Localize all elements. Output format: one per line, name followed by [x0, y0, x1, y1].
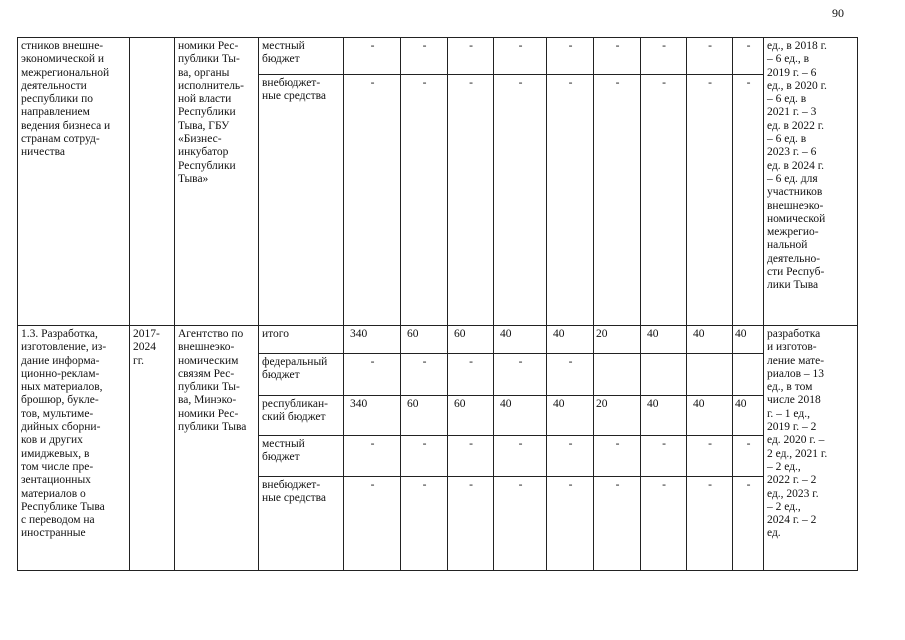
value-cell: - [401, 436, 448, 477]
value-cell: - [494, 38, 547, 75]
value-cell: 60 [448, 326, 494, 354]
source-cell: итого [259, 326, 344, 354]
value-cell: - [687, 38, 733, 75]
value-cell: 20 [594, 326, 641, 354]
value-cell: 40 [687, 326, 733, 354]
value-cell: - [448, 38, 494, 75]
value-cell: 340 [344, 326, 401, 354]
value-cell: - [344, 354, 401, 396]
value-cell: - [344, 477, 401, 571]
value-cell: - [494, 477, 547, 571]
value-cell: - [641, 38, 687, 75]
value-cell: 40 [641, 326, 687, 354]
value-cell: 60 [401, 326, 448, 354]
value-cell: - [401, 38, 448, 75]
value-cell: - [594, 436, 641, 477]
value-cell: 40 [733, 326, 764, 354]
value-cell: - [547, 436, 594, 477]
program-table [17, 37, 858, 571]
value-cell: - [594, 38, 641, 75]
value-cell: 40 [687, 396, 733, 436]
page-number: 90 [832, 6, 844, 20]
source-cell: федеральный бюджет [259, 354, 344, 396]
value-cell: 40 [547, 396, 594, 436]
value-cell: - [401, 75, 448, 326]
value-cell: 60 [401, 396, 448, 436]
value-cell: - [733, 38, 764, 75]
table-row [18, 38, 858, 75]
result-cell: ед., в 2018 г. – 6 ед., в 2019 г. – 6 ед., в 2020 г. – 6 ед. в 2021 г. – 3 ед. в 2022 г. – 6 ед. в 2023 г. – 6 ед. в 2024 г. – 6 ед. для участников внешнеэко- номической межрегио- нальной деятельно- сти Респуб- лики Тыва [764, 38, 858, 326]
value-cell: 60 [448, 396, 494, 436]
value-cell: 40 [494, 326, 547, 354]
value-cell: - [547, 75, 594, 326]
executor-cell: Агентство по внешнеэко- номическим связям Рес- публики Ты- ва, Минэко- номики Рес- публики Тыва [175, 326, 259, 571]
period-cell [130, 38, 175, 326]
period-cell: 2017- 2024 гг. [130, 326, 175, 571]
value-cell [733, 354, 764, 396]
value-cell: - [494, 75, 547, 326]
value-cell: - [344, 436, 401, 477]
value-cell: - [448, 354, 494, 396]
value-cell: 40 [733, 396, 764, 436]
value-cell: - [733, 477, 764, 571]
value-cell: 340 [344, 396, 401, 436]
value-cell: - [448, 436, 494, 477]
table-row [18, 326, 858, 354]
value-cell: - [687, 436, 733, 477]
result-cell: разработка и изготов- ление мате- риалов – 13 ед., в том числе 2018 г. – 1 ед., 2019 г. – 2 ед. 2020 г. – 2 ед., 2021 г. – 2 ед., 2022 г. – 2 ед., 2023 г. – 2 ед., 2024 г. – 2 ед. [764, 326, 858, 571]
value-cell: - [641, 436, 687, 477]
value-cell: - [401, 354, 448, 396]
value-cell: - [344, 75, 401, 326]
value-cell: 40 [494, 396, 547, 436]
value-cell: - [547, 38, 594, 75]
source-cell: республикан- ский бюджет [259, 396, 344, 436]
value-cell: - [733, 75, 764, 326]
value-cell [687, 354, 733, 396]
value-cell: - [687, 75, 733, 326]
source-cell: местный бюджет [259, 436, 344, 477]
executor-cell: номики Рес- публики Ты- ва, органы исполнитель- ной власти Республики Тыва, ГБУ «Бизнес- инкубатор Республики Тыва» [175, 38, 259, 326]
activity-cell: стников внешне- экономической и межрегиональной деятельности республики по направлением ведения бизнеса и странам сотруд- ничества [18, 38, 130, 326]
value-cell: 20 [594, 396, 641, 436]
value-cell: - [547, 354, 594, 396]
value-cell: - [733, 436, 764, 477]
source-cell: внебюджет- ные средства [259, 477, 344, 571]
activity-cell: 1.3. Разработка, изготовление, из- дание информа- ционно-реклам- ных материалов, брошюр, букле- тов, мультиме- дийных сборни- ков и других имиджевых, в том числе пре- зентационных материалов о Республике Тыва с переводом на иностранные [18, 326, 130, 571]
value-cell: - [494, 354, 547, 396]
value-cell: - [594, 477, 641, 571]
source-cell: внебюджет- ные средства [259, 75, 344, 326]
value-cell: - [448, 75, 494, 326]
value-cell: - [448, 477, 494, 571]
value-cell: - [641, 75, 687, 326]
value-cell [641, 354, 687, 396]
value-cell: - [547, 477, 594, 571]
value-cell: - [594, 75, 641, 326]
value-cell: 40 [547, 326, 594, 354]
value-cell: - [641, 477, 687, 571]
value-cell: - [401, 477, 448, 571]
value-cell: - [344, 38, 401, 75]
source-cell: местный бюджет [259, 38, 344, 75]
value-cell: 40 [641, 396, 687, 436]
value-cell: - [494, 436, 547, 477]
value-cell: - [687, 477, 733, 571]
value-cell [594, 354, 641, 396]
